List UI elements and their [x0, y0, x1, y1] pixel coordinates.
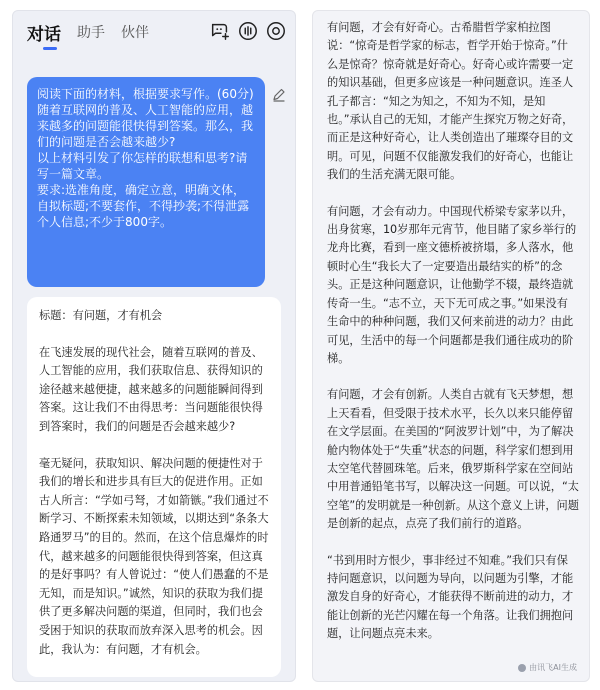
essay-continuation — [327, 19, 579, 662]
prompt-line: 以上材料引发了你怎样的联想和思考?请写一篇文章。 — [37, 151, 248, 181]
essay-paragraph: 毫无疑问，获取知识、解决问题的便捷性对于我们的增长和进步具有巨大的促进作用。正如古人所言：“学如弓弩，才如箭镞。”我们通过不断学习、不断探索未知领域，以期达到“条条大路通罗马”的目的。然而，在这个信息爆炸的时代，越来越多的问题能很快得到答案，但这真的是好事吗？有人曾说过：“使人们愚蠢的不是无知，而是知识。”诚然，知识的获取为我们提供了更多解决问题的渠道，但同时，我们也会受困于知识的获取而放弃深入思考的机会。因此，我认为：有问题，才有机会。 — [39, 456, 269, 656]
essay-paragraph: 在飞速发展的现代社会，随着互联网的普及、人工智能的应用，我们获取信息、获得知识的途径越来越便捷，越来越多的问题能瞬间得到答案。这让我们不由得思考：当问题能很快得到答案时，我们的问题是否会越来越少? — [39, 345, 263, 433]
chat-panel — [12, 10, 296, 682]
essay-paragraph: 有问题，才会有好奇心。古希腊哲学家柏拉图说：“惊奇是哲学家的标志，哲学开始于惊奇。”什么是惊奇？惊奇就是好奇心。好奇心或许需要一定的知识基础，但更多应该是一种问题意识。连圣人孔子都言：“知之为知之，不知为不知，是知也。”承认自己的无知，才能产生探究万物之好奇，而正是这种好奇心，让人类创造出了璀璨夺目的文明。可见，问题不仅能激发我们的好奇心，也能让我们的生活充满无限可能。 — [327, 21, 574, 182]
ai-answer-card — [27, 297, 281, 677]
watermark-text: 由讯飞AI生成 — [529, 663, 577, 672]
edit-icon[interactable] — [271, 87, 287, 103]
essay-paragraph: 有问题，才会有动力。中国现代桥梁专家茅以升，出身贫寒，10岁那年元宵节，他目睹了家乡举行的龙舟比赛，看到一座文德桥被挤塌，多人落水，他顿时心生“我长大了一定要造出最结实的桥”的念头。正是这种问题意识，让他勤学不辍，最终造就传奇一生。“志不立，天下无可成之事。”如果没有生命中的种种问题，我们又何来前进的动力？由此可见，生活中的每一个问题都是我们通往成功的阶梯。 — [327, 204, 577, 365]
chat-header — [13, 11, 295, 53]
prompt-line: 随着互联网的普及、人工智能的应用，越来越多的问题能很快得到答案。那么，我们的问题是否会越来越少? — [37, 103, 254, 149]
essay-title: 标题：有问题，才有机会 — [39, 309, 163, 322]
tab-partner[interactable]: 伙伴 — [121, 25, 149, 41]
prompt-line: 要求:选准角度，确定立意，明确文体，自拟标题;不要套作，不得抄袭;不得泄露个人信息;不少于800字。 — [37, 183, 250, 229]
watermark-logo-icon — [518, 664, 526, 672]
active-tab-indicator — [43, 47, 57, 50]
ai-watermark — [518, 662, 577, 673]
essay-paragraph: 有问题，才会有创新。人类自古就有飞天梦想，想上天看看，但受限于技术水平，长久以来只能停留在文学层面。在美国的“阿波罗计划”中，为了解决舱内物体处于“失重”状态的问题，科学家们想到用太空笔代替圆珠笔。后来，俄罗斯科学家在空间站中用普通铅笔书写，以解决这一问题。可以说，“太空笔”的发明就是一种创新。从这个意义上讲，问题是创新的起点，点亮了我们前行的道路。 — [327, 388, 579, 531]
user-prompt-bubble — [27, 77, 265, 287]
new-chat-icon[interactable] — [209, 20, 231, 42]
settings-icon[interactable] — [265, 20, 287, 42]
tab-chat[interactable]: 对话 — [27, 24, 61, 45]
essay-paragraph: “书到用时方恨少，事非经过不知难。”我们只有保持问题意识，以问题为导向，以问题为引擎，才能激发自身的好奇心，才能获得不断前进的动力，才能让创新的光芒闪耀在每一个角落。让我们拥抱问题，让问题点亮未来。 — [327, 553, 574, 641]
essay-continuation-panel — [312, 10, 590, 682]
tab-assistant[interactable]: 助手 — [77, 25, 105, 41]
prompt-line: 阅读下面的材料，根据要求写作。(60分) — [37, 87, 254, 101]
voice-call-icon[interactable] — [237, 20, 259, 42]
